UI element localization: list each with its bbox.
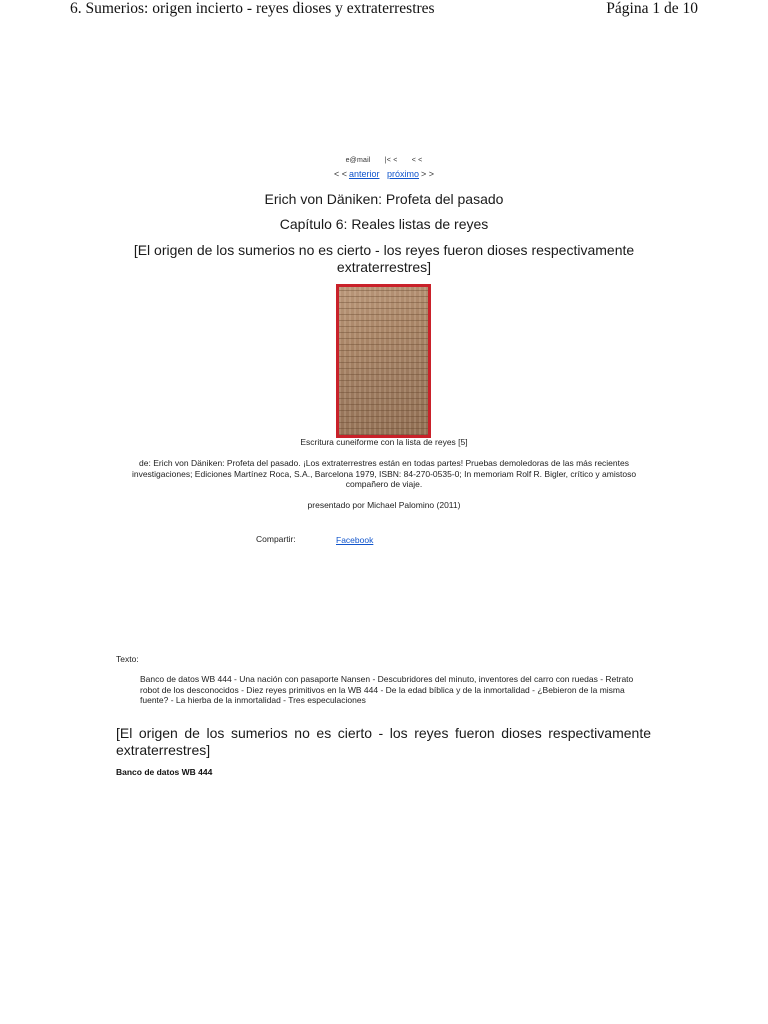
section-heading: [El origen de los sumerios no es cierto - los reyes fueron dioses respectivamente extraterrestres] (116, 725, 651, 758)
header-title: 6. Sumerios: origen incierto - reyes dioses y extraterrestres (70, 0, 435, 17)
image-caption: Escritura cuneiforme con la lista de reyes [5] (300, 437, 468, 447)
presented-by: presentado por Michael Palomino (2011) (307, 500, 461, 510)
prev-next-nav (0, 169, 768, 179)
page-indicator: Página 1 de 10 (606, 0, 698, 17)
nav-icons-top (0, 157, 768, 164)
chapter-title: Capítulo 6: Reales listas de reyes (279, 216, 489, 232)
email-link[interactable]: e@mail (345, 157, 371, 164)
page-header (0, 0, 768, 22)
chapter-subtitle: [El origen de los sumerios no es cierto - los reyes fueron dioses respectivamente extraterrestres] (133, 242, 635, 275)
source-credit: de: Erich von Däniken: Profeta del pasado. ¡Los extraterrestres están en todas partes! Pruebas demoledoras de las más recientes investigaciones; Ediciones Martínez Roca, S.A., Barcelona 1979, ISBN: 84-270-0535-0; In memoriam Rolf R. Bigler, crítico y amistoso compañero de viaje. (131, 458, 637, 489)
tablet-surface (339, 287, 428, 435)
facebook-share-link[interactable]: Facebook (336, 535, 374, 545)
share-label: Compartir: (256, 534, 296, 544)
texto-label: Texto: (116, 654, 139, 664)
cuneiform-tablet-image (336, 284, 431, 438)
section-subheading: Banco de datos WB 444 (116, 767, 213, 777)
texto-contents: Banco de datos WB 444 - Una nación con pasaporte Nansen - Descubridores del minuto, inventores del carro con ruedas - Retrato robot de los desconocidos - Diez reyes primitivos en la WB 444 - De la edad bíblica y de la inmortalidad - ¿Bebieron de la misma fuente? - La hierba de la inmortalidad - Tres especulaciones (140, 674, 634, 705)
back-link[interactable]: < < (411, 157, 423, 164)
next-link[interactable]: próximo (387, 169, 420, 179)
prev-arrows: < < (333, 169, 347, 179)
author-title: Erich von Däniken: Profeta del pasado (264, 191, 504, 207)
first-page-link[interactable]: |< < (384, 157, 398, 164)
prev-link[interactable]: anterior (348, 169, 380, 179)
next-arrows: > > (421, 169, 435, 179)
